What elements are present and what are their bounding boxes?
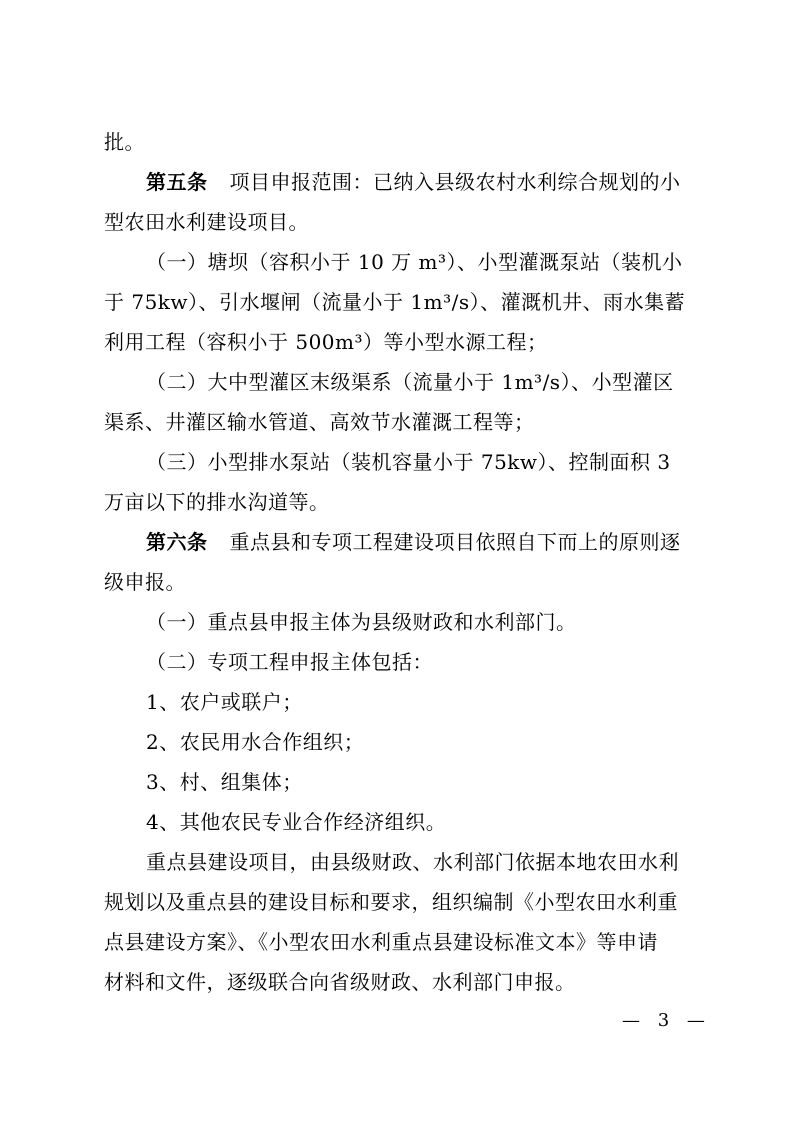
list-item-line: 4、其他农民专业合作经济组织。 bbox=[146, 810, 447, 834]
text-line: 材料和文件，逐级联合向省级财政、水利部门申报。 bbox=[104, 970, 576, 994]
list-item-line: （二）大中型灌区末级渠系（流量小于 1m³/s）、小型灌区 bbox=[146, 370, 674, 394]
list-item-line: （三）小型排水泵站（装机容量小于 75kw）、控制面积 3 bbox=[146, 450, 671, 474]
list-item-line: 1、农户或联户； bbox=[146, 690, 303, 714]
text-line: 渠系、井灌区输水管道、高效节水灌溉工程等； bbox=[104, 410, 535, 434]
paragraph-line: 重点县建设项目，由县级财政、水利部门依据本地农田水利 bbox=[146, 850, 679, 874]
list-item-line: 3、村、组集体； bbox=[146, 770, 303, 794]
article-6-line: 第六条 重点县和专项工程建设项目依照自下而上的原则逐 bbox=[146, 530, 681, 554]
list-item-line: （一）塘坝（容积小于 10 万 m³）、小型灌溉泵站（装机小 bbox=[146, 250, 683, 274]
text-line: 万亩以下的排水沟道等。 bbox=[104, 490, 330, 514]
text-line: 型农田水利建设项目。 bbox=[104, 210, 309, 234]
text-line: 于 75kw）、引水堰闸（流量小于 1m³/s）、灌溉机井、雨水集蓄 bbox=[104, 290, 686, 314]
text-line: 点县建设方案》、《小型农田水利重点县建设标准文本》等申请 bbox=[104, 930, 658, 954]
text-line: 利用工程（容积小于 500m³）等小型水源工程； bbox=[104, 330, 548, 354]
list-item-line: （一）重点县申报主体为县级财政和水利部门。 bbox=[146, 610, 577, 634]
text-line: 批。 bbox=[104, 130, 145, 154]
article-heading: 第六条 bbox=[146, 530, 208, 554]
article-5-line: 第五条 项目申报范围：已纳入县级农村水利综合规划的小 bbox=[146, 170, 681, 194]
page-number: — 3 — bbox=[622, 1010, 711, 1031]
text-line: 级申报。 bbox=[104, 570, 186, 594]
text-line: 规划以及重点县的建设目标和要求，组织编制《小型农田水利重 bbox=[104, 890, 678, 914]
article-heading: 第五条 bbox=[146, 170, 208, 194]
list-item-line: （二）专项工程申报主体包括： bbox=[146, 650, 433, 674]
list-item-line: 2、农民用水合作组织； bbox=[146, 730, 365, 754]
